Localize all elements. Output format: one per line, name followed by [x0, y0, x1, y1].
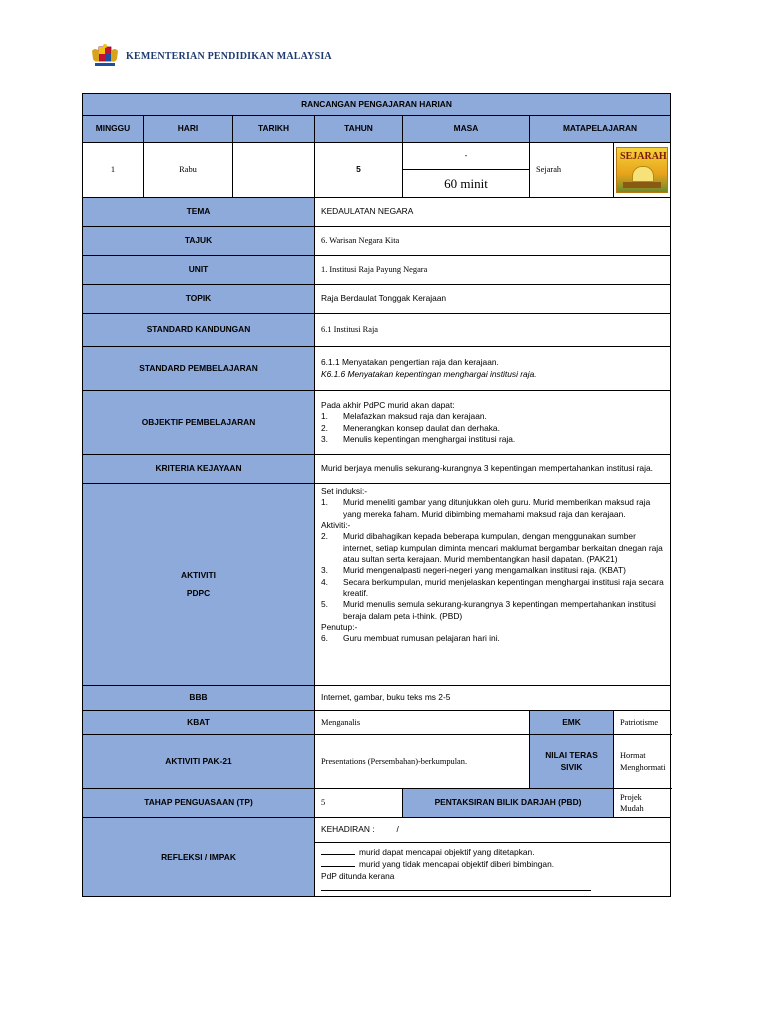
textbook-cover-image: [616, 147, 668, 193]
masa-top: -: [403, 143, 529, 170]
aktiviti-heading: Aktiviti:-: [321, 520, 351, 531]
kriteria-value: Murid berjaya menulis sekurang-kurangnya 3 kepentingan mempertahankan institusi raja.: [315, 455, 671, 484]
nilai-value: Hormat Menghormati: [614, 735, 671, 789]
list-item: 5. Murid menulis semula sekurang-kurangnya 3 kepentingan mempertahankan institusi beraja dalam peta i-think. (PBD): [321, 599, 656, 621]
matapelajaran-value: Sejarah: [530, 143, 614, 198]
col-matapelajaran: MATAPELAJARAN: [530, 116, 671, 143]
emk-value: Patriotisme: [614, 711, 671, 735]
lesson-plan-table: [82, 93, 671, 897]
aktiviti-value: [315, 484, 671, 686]
label-tajuk: TAJUK: [83, 227, 315, 256]
objektif-intro: Pada akhir PdPC murid akan dapat:: [321, 399, 455, 410]
col-masa: MASA: [403, 116, 530, 143]
label-bbb: BBB: [83, 686, 315, 711]
bbb-value: Internet, gambar, buku teks ms 2-5: [315, 686, 671, 711]
label-topik: TOPIK: [83, 285, 315, 314]
masa-bottom: 60 minit: [444, 175, 488, 191]
refleksi-line-2: murid yang tidak mencapai objektif diberi bimbingan.: [321, 858, 664, 870]
tajuk-value: 6. Warisan Negara Kita: [315, 227, 671, 256]
refleksi-line-1: murid dapat mencapai objektif yang ditetapkan.: [321, 846, 664, 858]
kehadiran-row: KEHADIRAN : /: [315, 818, 670, 843]
kbat-value: Menganalis: [315, 711, 530, 735]
label-nilai: NILAI TERAS SIVIK: [530, 735, 614, 789]
label-kbat: KBAT: [83, 711, 315, 735]
col-tahun: TAHUN: [315, 116, 403, 143]
objektif-value: [315, 391, 671, 455]
dome-icon: [632, 166, 654, 182]
label-sk: STANDARD KANDUNGAN: [83, 314, 315, 347]
label-unit: UNIT: [83, 256, 315, 285]
label-tp: TAHAP PENGUASAAN (TP): [83, 789, 315, 818]
list-item: 1. Murid meneliti gambar yang ditunjukkan oleh guru. Murid memberikan maksud raja yang mereka faham. Murid dibimbing memahami maksud raja dan kerajaan.: [321, 497, 651, 519]
col-tarikh: TARIKH: [233, 116, 315, 143]
sp-line-2: K6.1.6 Menyatakan kepentingan menghargai institusi raja.: [321, 368, 537, 379]
list-item: 6. Guru membuat rumusan pelajaran hari ini.: [321, 633, 500, 644]
tarikh-value: [233, 143, 315, 198]
plan-title: RANCANGAN PENGAJARAN HARIAN: [83, 94, 671, 116]
tp-value: 5: [315, 789, 403, 818]
pak21-value: Presentations (Persembahan)-berkumpulan.: [315, 735, 530, 789]
penutup-heading: Penutup:-: [321, 622, 358, 633]
masa-value: [403, 143, 530, 198]
sp-value: [315, 347, 671, 391]
label-emk: EMK: [530, 711, 614, 735]
label-objektif: OBJEKTIF PEMBELAJARAN: [83, 391, 315, 455]
list-item: 3. Menulis kepentingan menghargai institusi raja.: [321, 433, 516, 444]
col-minggu: MINGGU: [83, 116, 144, 143]
list-item: 3. Murid mengenalpasti negeri-negeri yang mengamalkan institusi raja. (KBAT): [321, 565, 626, 576]
hari-value: Rabu: [144, 143, 233, 198]
list-item: 4. Secara berkumpulan, murid menjelaskan kepentingan menghargai institusi raja secara kreatif.: [321, 576, 664, 599]
label-tema: TEMA: [83, 198, 315, 227]
refleksi-lines: [315, 843, 670, 896]
list-item: 1. Melafazkan maksud raja dan kerajaan.: [321, 411, 487, 422]
label-sp: STANDARD PEMBELAJARAN: [83, 347, 315, 391]
refleksi-value: [315, 818, 671, 897]
ministry-name: KEMENTERIAN PENDIDIKAN MALAYSIA: [126, 50, 332, 62]
label-aktiviti: AKTIVITI PDPC: [83, 484, 315, 686]
tahun-value: 5: [315, 143, 403, 198]
objektif-list: [321, 411, 664, 445]
refleksi-line-3: PdP ditunda kerana: [321, 871, 664, 895]
tema-value: KEDAULATAN NEGARA: [315, 198, 671, 227]
label-pbd: PENTAKSIRAN BILIK DARJAH (PBD): [403, 789, 614, 818]
topik-value: Raja Berdaulat Tonggak Kerajaan: [315, 285, 671, 314]
pbd-value: Projek Mudah: [614, 789, 671, 818]
col-hari: HARI: [144, 116, 233, 143]
sp-line-1: 6.1.1 Menyatakan pengertian raja dan kerajaan.: [321, 357, 499, 368]
page-header: [90, 42, 332, 70]
set-induksi-heading: Set induksi:-: [321, 486, 368, 496]
textbook-cover: [614, 143, 671, 198]
list-item: 2. Menerangkan konsep daulat dan derhaka.: [321, 422, 500, 433]
cover-title: SEJARAH: [620, 151, 667, 162]
unit-value: 1. Institusi Raja Payung Negara: [315, 256, 671, 285]
malaysia-crest-icon: [90, 43, 120, 69]
label-kriteria: KRITERIA KEJAYAAN: [83, 455, 315, 484]
aktiviti-list: [321, 497, 664, 520]
minggu-value: 1: [83, 143, 144, 198]
label-refleksi: REFLEKSI / IMPAK: [83, 818, 315, 897]
sk-value: 6.1 Institusi Raja: [315, 314, 671, 347]
list-item: 2. Murid dibahagikan kepada beberapa kumpulan, dengan menggunakan sumber internet, setiap kumpulan diminta mencari maklumat bergambar berkaitan dnegan raja atau sultan serta kerajaan. Murid membentangkan hasil dapatan. (PAK21): [321, 531, 663, 565]
label-pak21: AKTIVITI PAK-21: [83, 735, 315, 789]
